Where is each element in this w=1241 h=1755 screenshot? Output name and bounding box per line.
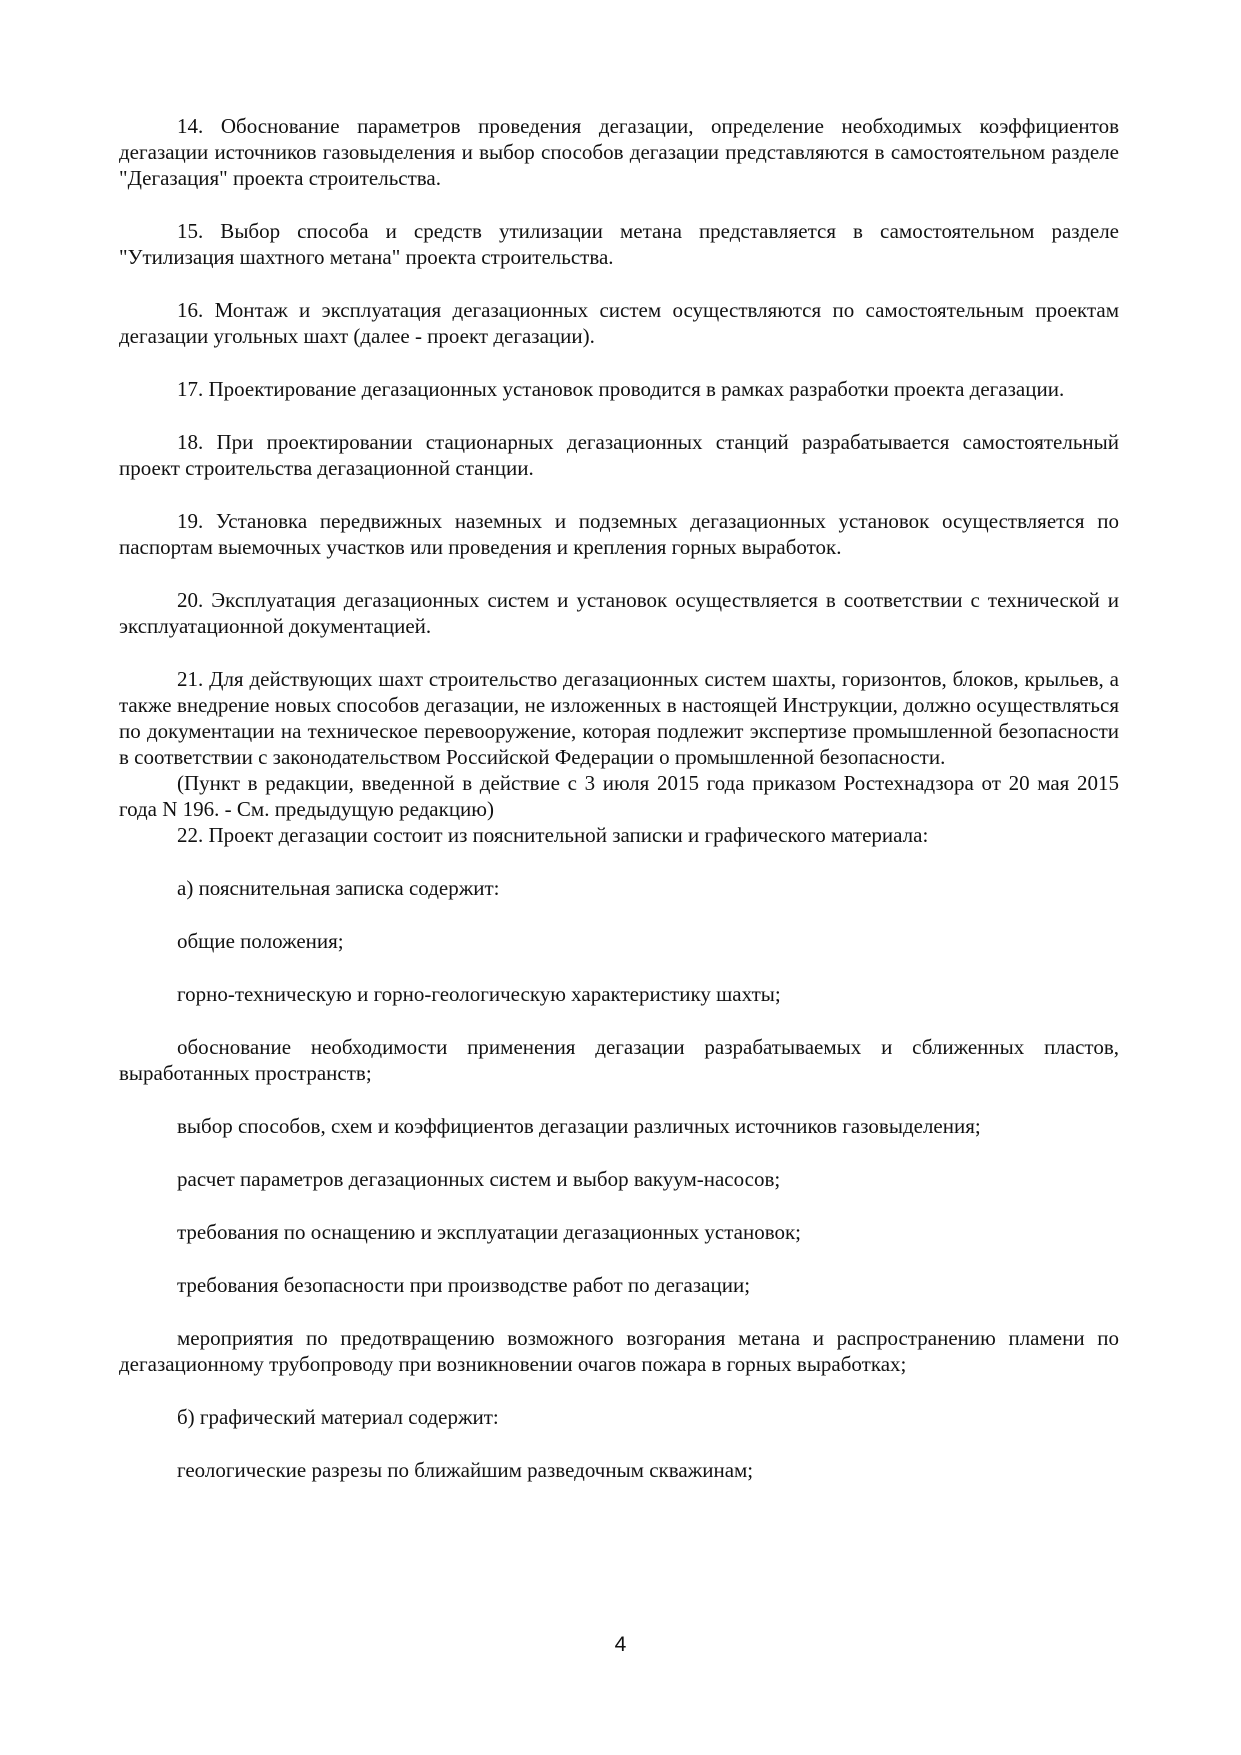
document-body: [119, 113, 1119, 1483]
list-item: общие положения;: [177, 929, 344, 953]
paragraph-19: 19. Установка передвижных наземных и подземных дегазационных установок осуществляется по паспортам выемочных участков или проведения и крепления горных выработок.: [119, 509, 1119, 559]
page-number: 4: [614, 1633, 627, 1656]
paragraph-20: 20. Эксплуатация дегазационных систем и установок осуществляется в соответствии с технической и эксплуатационной документацией.: [119, 588, 1119, 638]
paragraph-16: 16. Монтаж и эксплуатация дегазационных систем осуществляются по самостоятельным проектам дегазации угольных шахт (далее - проект дегазации).: [119, 298, 1119, 348]
paragraph-14: 14. Обоснование параметров проведения дегазации, определение необходимых коэффициентов дегазации источников газовыделения и выбор способов дегазации представляются в самостоятельном разделе "Дегазация" проекта строительства.: [119, 114, 1119, 190]
list-item: обоснование необходимости применения дегазации разрабатываемых и сближенных пластов, выработанных пространств;: [119, 1035, 1119, 1085]
list-item: мероприятия по предотвращению возможного возгорания метана и распространению пламени по дегазационному трубопроводу при возникновении очагов пожара в горных выработках;: [119, 1326, 1119, 1376]
paragraph-22: 22. Проект дегазации состоит из пояснительной записки и графического материала:: [177, 823, 929, 847]
list-item: расчет параметров дегазационных систем и выбор вакуум-насосов;: [177, 1167, 781, 1191]
explanatory-note-heading: а) пояснительная записка содержит:: [177, 876, 500, 900]
list-item: требования безопасности при производстве работ по дегазации;: [177, 1273, 751, 1297]
paragraph-18: 18. При проектировании стационарных дегазационных станций разрабатывается самостоятельный проект строительства дегазационной станции.: [119, 430, 1119, 480]
list-item: выбор способов, схем и коэффициентов дегазации различных источников газовыделения;: [177, 1114, 981, 1138]
list-item: требования по оснащению и эксплуатации дегазационных установок;: [177, 1220, 802, 1244]
edition-note: (Пункт в редакции, введенной в действие с 3 июля 2015 года приказом Ростехнадзора от 20 мая 2015 года N 196. - См. предыдущую редакцию): [119, 771, 1119, 821]
paragraph-17: 17. Проектирование дегазационных установок проводится в рамках разработки проекта дегазации.: [177, 377, 1065, 401]
graphic-material-heading: б) графический материал содержит:: [177, 1405, 499, 1429]
list-item: горно-техническую и горно-геологическую характеристику шахты;: [177, 982, 781, 1006]
paragraph-15: 15. Выбор способа и средств утилизации метана представляется в самостоятельном разделе "Утилизация шахтного метана" проекта строительства.: [119, 219, 1119, 269]
list-item: геологические разрезы по ближайшим разведочным скважинам;: [177, 1458, 754, 1482]
paragraph-21: 21. Для действующих шахт строительство дегазационных систем шахты, горизонтов, блоков, крыльев, а также внедрение новых способов дегазации, не изложенных в настоящей Инструкции, должно осуществляться по документации на техническое перевооружение, которая подлежит экспертизе промышленной безопасности в соответствии с законодательством Российской Федерации о промышленной безопасности.: [119, 667, 1119, 769]
